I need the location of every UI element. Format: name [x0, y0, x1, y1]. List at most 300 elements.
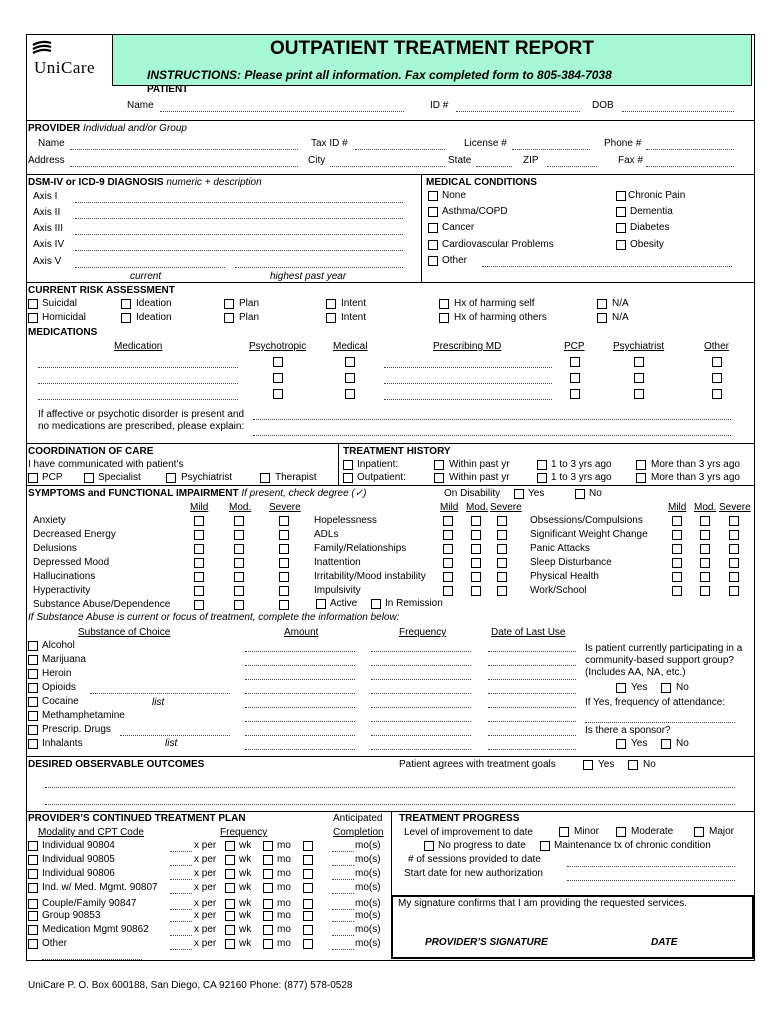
wk-label: wk — [239, 854, 252, 865]
symptom-checkbox[interactable] — [497, 586, 507, 596]
frequency-field[interactable] — [371, 665, 471, 666]
symptom-checkbox[interactable] — [234, 530, 244, 540]
mo-checkbox[interactable] — [263, 899, 273, 909]
wk-checkbox[interactable] — [225, 883, 235, 893]
col-mild-3: Mild — [668, 502, 687, 513]
checkbox-agree-no[interactable] — [628, 760, 638, 770]
med-checkbox[interactable] — [634, 357, 644, 367]
checkbox-other-cond[interactable] — [428, 256, 438, 266]
address-field[interactable] — [70, 166, 298, 167]
progress-heading: TREATMENT PROGRESS — [399, 813, 520, 824]
substance-checkbox[interactable] — [28, 725, 38, 735]
symptom-label: Hopelessness — [314, 515, 377, 526]
support-question-3: (Includes AA, NA, etc.) — [585, 667, 686, 678]
sessions-field[interactable] — [567, 866, 735, 867]
symptom-checkbox[interactable] — [443, 558, 453, 568]
symptom-checkbox[interactable] — [497, 558, 507, 568]
checkbox-obesity[interactable] — [616, 240, 626, 250]
freq-count-field[interactable] — [170, 921, 192, 922]
symptom-checkbox[interactable] — [700, 558, 710, 568]
axis-2-label: Axis II — [33, 207, 61, 218]
start-field[interactable] — [567, 880, 735, 881]
mo-label: mo — [277, 840, 291, 851]
provider-name-field[interactable] — [70, 149, 298, 150]
amount-field[interactable] — [245, 693, 355, 694]
checkbox-suicidal-ideation[interactable] — [121, 299, 131, 309]
symptom-checkbox[interactable] — [471, 586, 481, 596]
checkbox-out-1-3[interactable] — [537, 473, 547, 483]
medication-field[interactable] — [38, 367, 238, 368]
freq-count-field[interactable] — [170, 909, 192, 910]
med-explain-field-1[interactable] — [253, 419, 731, 420]
completion-field[interactable] — [332, 851, 354, 852]
mo-checkbox[interactable] — [263, 841, 273, 851]
checkbox-homicidal-intent[interactable] — [326, 313, 336, 323]
support-question-2: community-based support group? — [585, 655, 734, 666]
symptom-checkbox[interactable] — [194, 558, 204, 568]
checkbox-disability-no[interactable] — [575, 489, 585, 499]
prescribing-md-field[interactable] — [384, 399, 552, 400]
med-checkbox[interactable] — [712, 357, 722, 367]
checkbox-out-3plus[interactable] — [636, 473, 646, 483]
unicare-swoosh-icon — [32, 40, 52, 56]
xper-label: x per — [194, 910, 217, 921]
outcomes-field-1[interactable] — [45, 787, 735, 788]
mos-label: mo(s) — [355, 854, 381, 865]
checkbox-homicidal-plan[interactable] — [224, 313, 234, 323]
med-checkbox[interactable] — [634, 373, 644, 383]
substance-checkbox[interactable] — [28, 641, 38, 651]
med-note-1: If affective or psychotic disorder is present and — [38, 409, 245, 420]
symptom-checkbox[interactable] — [194, 586, 204, 596]
medication-field[interactable] — [38, 399, 238, 400]
modality-checkbox[interactable] — [28, 911, 38, 921]
symptom-checkbox[interactable] — [672, 516, 682, 526]
symptom-checkbox[interactable] — [471, 572, 481, 582]
amount-field[interactable] — [245, 707, 355, 708]
completion-field[interactable] — [332, 893, 354, 894]
completion-field[interactable] — [332, 921, 354, 922]
med-checkbox[interactable] — [570, 389, 580, 399]
symptom-checkbox[interactable] — [700, 516, 710, 526]
symptom-label: Irritability/Mood instability — [314, 571, 426, 582]
label-disability-no: No — [589, 488, 602, 499]
symptom-checkbox[interactable] — [729, 544, 739, 554]
checkbox-remission[interactable] — [371, 599, 381, 609]
substance-checkbox[interactable] — [28, 697, 38, 707]
outcomes-heading: DESIRED OBSERVABLE OUTCOMES — [28, 759, 205, 770]
completion-field[interactable] — [332, 865, 354, 866]
checkbox-coord-specialist[interactable] — [84, 473, 94, 483]
plan-checkbox[interactable] — [303, 869, 313, 879]
checkbox-inp-1-3[interactable] — [537, 460, 547, 470]
freq-count-field[interactable] — [170, 935, 192, 936]
col-amount: Amount — [284, 627, 319, 638]
amount-field[interactable] — [245, 721, 355, 722]
wk-checkbox[interactable] — [225, 841, 235, 851]
col-completion: Completion — [333, 827, 384, 838]
other-modality-field[interactable] — [42, 959, 142, 960]
label-minor: Minor — [574, 826, 600, 837]
symptom-checkbox[interactable] — [471, 544, 481, 554]
axis-2-field[interactable] — [75, 218, 403, 219]
checkbox-hx-self[interactable] — [439, 299, 449, 309]
frequency-field[interactable] — [371, 651, 471, 652]
symptom-checkbox[interactable] — [471, 530, 481, 540]
last-use-field[interactable] — [488, 665, 576, 666]
checkbox-diabetes[interactable] — [616, 223, 626, 233]
symptom-checkbox[interactable] — [194, 600, 204, 610]
completion-field[interactable] — [332, 909, 354, 910]
label-none: None — [442, 190, 466, 201]
checkbox-disability-yes[interactable] — [514, 489, 524, 499]
last-use-field[interactable] — [488, 735, 576, 736]
checkbox-hx-others[interactable] — [439, 313, 449, 323]
amount-field[interactable] — [245, 679, 355, 680]
symptom-checkbox[interactable] — [729, 572, 739, 582]
last-use-field[interactable] — [488, 721, 576, 722]
label-dementia: Dementia — [630, 206, 673, 217]
modality-checkbox[interactable] — [28, 883, 38, 893]
plan-checkbox[interactable] — [303, 883, 313, 893]
checkbox-agree-yes[interactable] — [583, 760, 593, 770]
med-checkbox[interactable] — [712, 389, 722, 399]
symptom-checkbox[interactable] — [234, 600, 244, 610]
symptom-checkbox[interactable] — [443, 516, 453, 526]
checkbox-support-no[interactable] — [661, 683, 671, 693]
label-disability-yes: Yes — [528, 488, 545, 499]
axis-3-label: Axis III — [33, 223, 64, 234]
axis-3-field[interactable] — [75, 234, 403, 235]
freq-count-field[interactable] — [170, 893, 192, 894]
mos-label: mo(s) — [355, 868, 381, 879]
symptom-checkbox[interactable] — [279, 516, 289, 526]
symptom-checkbox[interactable] — [497, 516, 507, 526]
symptom-checkbox[interactable] — [672, 558, 682, 568]
zip-field[interactable] — [547, 166, 597, 167]
substance-checkbox[interactable] — [28, 739, 38, 749]
xper-label: x per — [194, 898, 217, 909]
mo-checkbox[interactable] — [263, 869, 273, 879]
col-other: Other — [704, 341, 730, 352]
amount-field[interactable] — [245, 665, 355, 666]
medication-field[interactable] — [38, 383, 238, 384]
checkbox-inp-past-yr[interactable] — [434, 460, 444, 470]
modality-label: Individual 90806 — [42, 868, 115, 879]
patient-name-field[interactable] — [160, 111, 404, 112]
checkbox-homicidal[interactable] — [28, 313, 38, 323]
checkbox-sponsor-yes[interactable] — [616, 739, 626, 749]
support-question-1: Is patient currently participating in a — [585, 643, 743, 654]
symptom-checkbox[interactable] — [672, 530, 682, 540]
mo-checkbox[interactable] — [263, 939, 273, 949]
checkbox-out-past-yr[interactable] — [434, 473, 444, 483]
symptom-checkbox[interactable] — [443, 586, 453, 596]
col-plan-frequency: Frequency — [220, 827, 268, 838]
modality-label: Group 90853 — [42, 910, 101, 921]
symptom-checkbox[interactable] — [194, 530, 204, 540]
last-use-field[interactable] — [488, 707, 576, 708]
phone-field[interactable] — [646, 149, 734, 150]
col-mod-1: Mod. — [229, 502, 252, 513]
address-label: Address — [28, 155, 65, 166]
wk-checkbox[interactable] — [225, 869, 235, 879]
symptom-checkbox[interactable] — [194, 544, 204, 554]
axis-4-field[interactable] — [75, 250, 403, 251]
med-checkbox[interactable] — [570, 373, 580, 383]
checkbox-coord-pcp[interactable] — [28, 473, 38, 483]
mos-label: mo(s) — [355, 938, 381, 949]
label-diabetes: Diabetes — [630, 222, 670, 233]
label-ideation: Ideation — [136, 298, 172, 309]
symptom-checkbox[interactable] — [672, 544, 682, 554]
symptom-checkbox[interactable] — [279, 544, 289, 554]
last-use-field[interactable] — [488, 679, 576, 680]
freq-count-field[interactable] — [170, 851, 192, 852]
symptom-checkbox[interactable] — [443, 572, 453, 582]
col-mild-1: Mild — [190, 502, 209, 513]
mos-label: mo(s) — [355, 882, 381, 893]
wk-checkbox[interactable] — [225, 911, 235, 921]
symptom-checkbox[interactable] — [234, 544, 244, 554]
mo-label: mo — [277, 868, 291, 879]
modality-checkbox[interactable] — [28, 855, 38, 865]
last-use-field[interactable] — [488, 693, 576, 694]
completion-field[interactable] — [332, 935, 354, 936]
symptom-checkbox[interactable] — [672, 572, 682, 582]
col-last-use: Date of Last Use — [491, 627, 566, 638]
axis-5-label: Axis V — [33, 256, 62, 267]
symptom-checkbox[interactable] — [234, 516, 244, 526]
mo-checkbox[interactable] — [263, 855, 273, 865]
checkbox-cardio[interactable] — [428, 240, 438, 250]
axis-1-field[interactable] — [75, 202, 403, 203]
col-psychotropic: Psychotropic — [249, 341, 307, 352]
symptom-checkbox[interactable] — [471, 558, 481, 568]
med-checkbox[interactable] — [345, 373, 355, 383]
risk-heading: CURRENT RISK ASSESSMENT — [28, 285, 175, 296]
med-checkbox[interactable] — [570, 357, 580, 367]
checkbox-homicidal-ideation[interactable] — [121, 313, 131, 323]
plan-checkbox[interactable] — [303, 899, 313, 909]
label-more-3-yrs: More than 3 yrs ago — [651, 459, 740, 470]
checkbox-asthma[interactable] — [428, 207, 438, 217]
checkbox-suicidal[interactable] — [28, 299, 38, 309]
mo-label: mo — [277, 910, 291, 921]
substance-checkbox[interactable] — [28, 669, 38, 679]
checkbox-suicidal-intent[interactable] — [326, 299, 336, 309]
symptom-checkbox[interactable] — [234, 586, 244, 596]
plan-checkbox[interactable] — [303, 939, 313, 949]
modality-checkbox[interactable] — [28, 939, 38, 949]
checkbox-active[interactable] — [316, 599, 326, 609]
symptom-checkbox[interactable] — [700, 586, 710, 596]
axis-5-highest-field[interactable] — [235, 267, 403, 268]
checkbox-coord-psychiatrist[interactable] — [166, 473, 176, 483]
checkbox-major[interactable] — [694, 827, 704, 837]
other-cond-field[interactable] — [482, 266, 732, 267]
checkbox-minor[interactable] — [559, 827, 569, 837]
freq-count-field[interactable] — [170, 879, 192, 880]
axis-5-current-field[interactable] — [75, 267, 225, 268]
frequency-field[interactable] — [371, 721, 471, 722]
symptom-checkbox[interactable] — [194, 572, 204, 582]
freq-count-field[interactable] — [170, 865, 192, 866]
patient-id-field[interactable] — [456, 111, 580, 112]
patient-dob-field[interactable] — [622, 111, 734, 112]
symptom-checkbox[interactable] — [234, 558, 244, 568]
mo-checkbox[interactable] — [263, 883, 273, 893]
zip-label: ZIP — [523, 155, 539, 166]
axis-4-label: Axis IV — [33, 239, 65, 250]
checkbox-inp-3plus[interactable] — [636, 460, 646, 470]
checkbox-sponsor-no[interactable] — [661, 739, 671, 749]
label-cancer: Cancer — [442, 222, 475, 233]
symptom-checkbox[interactable] — [194, 516, 204, 526]
checkbox-coord-therapist[interactable] — [260, 473, 270, 483]
med-checkbox[interactable] — [712, 373, 722, 383]
med-explain-field-2[interactable] — [253, 435, 731, 436]
symptom-checkbox[interactable] — [672, 586, 682, 596]
substance-checkbox[interactable] — [28, 683, 38, 693]
checkbox-inpatient[interactable] — [343, 460, 353, 470]
wk-checkbox[interactable] — [225, 925, 235, 935]
plan-checkbox[interactable] — [303, 855, 313, 865]
prescribing-md-field[interactable] — [384, 367, 552, 368]
label-other-cond: Other — [442, 255, 468, 266]
drugs-list-field[interactable] — [120, 735, 230, 736]
col-pcp: PCP — [564, 341, 585, 352]
modality-checkbox[interactable] — [28, 925, 38, 935]
med-checkbox[interactable] — [634, 389, 644, 399]
checkbox-dementia[interactable] — [616, 207, 626, 217]
symptom-label: Significant Weight Change — [530, 529, 648, 540]
label-cardio: Cardiovascular Problems — [442, 239, 554, 250]
mo-checkbox[interactable] — [263, 911, 273, 921]
label-suicidal: Suicidal — [42, 298, 78, 309]
checkbox-moderate[interactable] — [616, 827, 626, 837]
frequency-field[interactable] — [371, 749, 471, 750]
col-severe-1: Severe — [269, 502, 301, 513]
symptom-checkbox[interactable] — [700, 544, 710, 554]
mos-label: mo(s) — [355, 840, 381, 851]
symptom-checkbox[interactable] — [279, 600, 289, 610]
amount-field[interactable] — [245, 651, 355, 652]
wk-checkbox[interactable] — [225, 899, 235, 909]
amount-field[interactable] — [245, 735, 355, 736]
symptom-checkbox[interactable] — [497, 544, 507, 554]
label-homicidal: Homicidal — [42, 312, 86, 323]
checkbox-na-self[interactable] — [597, 299, 607, 309]
checkbox-maintenance[interactable] — [540, 841, 550, 851]
symptom-checkbox[interactable] — [497, 530, 507, 540]
modality-checkbox[interactable] — [28, 899, 38, 909]
wk-checkbox[interactable] — [225, 855, 235, 865]
symptom-checkbox[interactable] — [729, 530, 739, 540]
symptom-checkbox[interactable] — [279, 530, 289, 540]
amount-field[interactable] — [245, 749, 355, 750]
symptom-checkbox[interactable] — [279, 558, 289, 568]
symptom-checkbox[interactable] — [497, 572, 507, 582]
completion-field[interactable] — [332, 879, 354, 880]
outcomes-field-2[interactable] — [45, 804, 735, 805]
checkbox-suicidal-plan[interactable] — [224, 299, 234, 309]
modality-checkbox[interactable] — [28, 841, 38, 851]
symptom-checkbox[interactable] — [443, 530, 453, 540]
symptom-checkbox[interactable] — [234, 572, 244, 582]
checkbox-outpatient[interactable] — [343, 473, 353, 483]
label-outpatient: Outpatient: — [357, 472, 406, 483]
checkbox-support-yes[interactable] — [616, 683, 626, 693]
signature-label: PROVIDER’S SIGNATURE — [425, 937, 548, 948]
mo-label: mo — [277, 882, 291, 893]
frequency-field[interactable] — [371, 707, 471, 708]
last-use-field[interactable] — [488, 651, 576, 652]
wk-checkbox[interactable] — [225, 939, 235, 949]
med-checkbox[interactable] — [345, 357, 355, 367]
med-checkbox[interactable] — [345, 389, 355, 399]
symptom-checkbox[interactable] — [279, 572, 289, 582]
plan-checkbox[interactable] — [303, 841, 313, 851]
frequency-field[interactable] — [371, 735, 471, 736]
symptom-checkbox[interactable] — [729, 516, 739, 526]
opioids-list-field[interactable] — [90, 693, 230, 694]
checkbox-none[interactable] — [428, 191, 438, 201]
med-checkbox[interactable] — [273, 389, 283, 399]
label-major: Major — [709, 826, 735, 837]
plan-checkbox[interactable] — [303, 911, 313, 921]
med-checkbox[interactable] — [273, 373, 283, 383]
checkbox-chronic-pain[interactable] — [616, 191, 626, 201]
freq-count-field[interactable] — [170, 949, 192, 950]
col-mod-2: Mod. — [466, 502, 489, 513]
frequency-field[interactable] — [371, 679, 471, 680]
plan-checkbox[interactable] — [303, 925, 313, 935]
mo-label: mo — [277, 924, 291, 935]
substance-checkbox[interactable] — [28, 711, 38, 721]
substance-checkbox[interactable] — [28, 655, 38, 665]
symptom-checkbox[interactable] — [700, 530, 710, 540]
checkbox-cancer[interactable] — [428, 223, 438, 233]
modality-checkbox[interactable] — [28, 869, 38, 879]
completion-field[interactable] — [332, 949, 354, 950]
checkbox-na-others[interactable] — [597, 313, 607, 323]
state-field[interactable] — [476, 166, 512, 167]
mo-checkbox[interactable] — [263, 925, 273, 935]
attendance-field[interactable] — [585, 722, 735, 723]
tax-id-field[interactable] — [355, 149, 445, 150]
symptom-checkbox[interactable] — [443, 544, 453, 554]
label-coord-pcp: PCP — [42, 472, 63, 483]
symptom-checkbox[interactable] — [279, 586, 289, 596]
symptom-checkbox[interactable] — [700, 572, 710, 582]
symptom-checkbox[interactable] — [729, 586, 739, 596]
symptom-checkbox[interactable] — [471, 516, 481, 526]
patient-dob-label: DOB — [592, 100, 614, 111]
license-field[interactable] — [512, 149, 590, 150]
symptom-checkbox[interactable] — [729, 558, 739, 568]
last-use-field[interactable] — [488, 749, 576, 750]
fax-field[interactable] — [646, 166, 734, 167]
sponsor-question: Is there a sponsor? — [585, 725, 671, 736]
checkbox-no-progress[interactable] — [424, 841, 434, 851]
frequency-field[interactable] — [371, 693, 471, 694]
med-checkbox[interactable] — [273, 357, 283, 367]
label-support-yes: Yes — [631, 682, 648, 693]
substance-label: Marijuana — [42, 654, 86, 665]
prescribing-md-field[interactable] — [384, 383, 552, 384]
city-field[interactable] — [330, 166, 445, 167]
